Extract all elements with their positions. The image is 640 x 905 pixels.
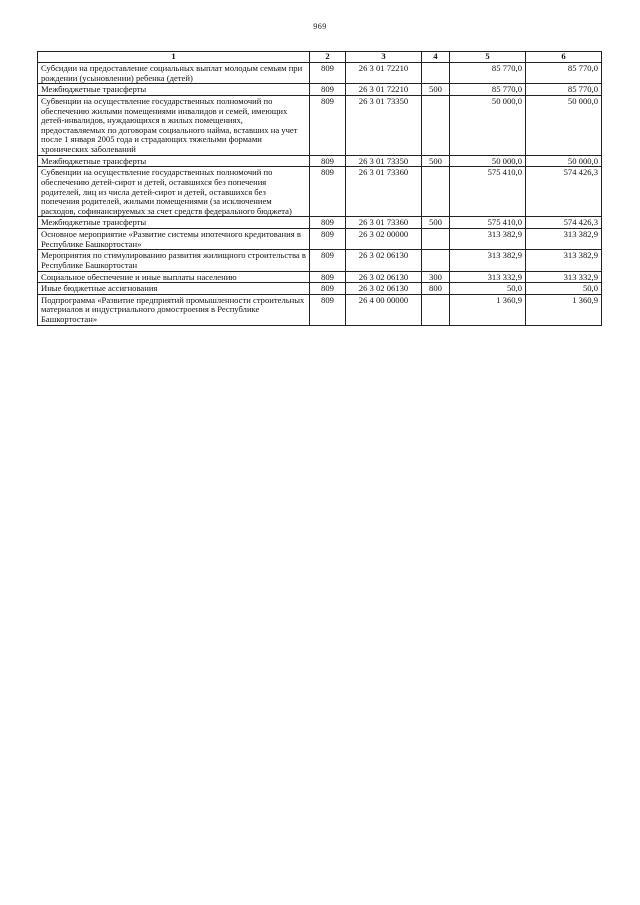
row-type xyxy=(422,95,450,155)
table-row xyxy=(38,283,602,295)
row-amount-1: 85 770,0 xyxy=(450,63,526,84)
table-row xyxy=(38,155,602,167)
row-code: 809 xyxy=(310,250,346,271)
row-type: 500 xyxy=(422,84,450,96)
row-target: 26 3 02 06130 xyxy=(346,283,422,295)
table-row xyxy=(38,167,602,217)
row-code: 809 xyxy=(310,283,346,295)
header-col-4: 4 xyxy=(422,52,450,63)
page-number: 969 xyxy=(313,22,327,31)
header-row xyxy=(38,52,602,63)
row-target: 26 3 01 73350 xyxy=(346,95,422,155)
row-amount-2: 50 000,0 xyxy=(526,95,602,155)
table-row xyxy=(38,271,602,283)
row-target: 26 3 02 06130 xyxy=(346,250,422,271)
row-type xyxy=(422,63,450,84)
row-code: 809 xyxy=(310,63,346,84)
row-type: 800 xyxy=(422,283,450,295)
row-name: Межбюджетные трансферты xyxy=(38,84,310,96)
row-code: 809 xyxy=(310,217,346,229)
row-amount-1: 313 382,9 xyxy=(450,250,526,271)
row-amount-1: 50,0 xyxy=(450,283,526,295)
row-amount-2: 313 332,9 xyxy=(526,271,602,283)
table-body xyxy=(38,63,602,326)
row-code: 809 xyxy=(310,155,346,167)
row-code: 809 xyxy=(310,271,346,283)
row-type xyxy=(422,250,450,271)
row-amount-1: 575 410,0 xyxy=(450,217,526,229)
row-amount-2: 85 770,0 xyxy=(526,84,602,96)
row-name: Субсидии на предоставление социальных выплат молодым семьям при рождении (усыновлении) ребенка (детей) xyxy=(38,63,310,84)
row-name: Межбюджетные трансферты xyxy=(38,155,310,167)
table-row xyxy=(38,95,602,155)
row-amount-2: 85 770,0 xyxy=(526,63,602,84)
table-header xyxy=(38,52,602,63)
row-amount-1: 313 382,9 xyxy=(450,229,526,250)
row-target: 26 3 01 73350 xyxy=(346,155,422,167)
table-row xyxy=(38,217,602,229)
row-name: Подпрограмма «Развитие предприятий промышленности строительных материалов и индустриального домостроения в Республике Башкортостан» xyxy=(38,294,310,325)
row-amount-1: 313 332,9 xyxy=(450,271,526,283)
header-col-2: 2 xyxy=(310,52,346,63)
row-type: 500 xyxy=(422,155,450,167)
row-amount-2: 50,0 xyxy=(526,283,602,295)
table-row xyxy=(38,294,602,325)
row-code: 809 xyxy=(310,95,346,155)
budget-table xyxy=(37,51,602,326)
row-target: 26 3 01 72210 xyxy=(346,63,422,84)
row-code: 809 xyxy=(310,229,346,250)
row-amount-1: 50 000,0 xyxy=(450,155,526,167)
row-code: 809 xyxy=(310,294,346,325)
row-type xyxy=(422,167,450,217)
table-row xyxy=(38,229,602,250)
row-amount-2: 313 382,9 xyxy=(526,229,602,250)
row-amount-2: 574 426,3 xyxy=(526,217,602,229)
row-target: 26 3 02 06130 xyxy=(346,271,422,283)
row-target: 26 3 01 73360 xyxy=(346,167,422,217)
row-type xyxy=(422,229,450,250)
header-col-5: 5 xyxy=(450,52,526,63)
row-type xyxy=(422,294,450,325)
row-name: Субвенции на осуществление государственных полномочий по обеспечению детей-сирот и детей, оставшихся без попечения родителей, лиц из числа детей-сирот и детей, оставшихся без попечения родителей, жилыми помещениями (за исключением расходов, софинансируемых за счет средств федерального бюджета) xyxy=(38,167,310,217)
header-col-6: 6 xyxy=(526,52,602,63)
row-name: Мероприятия по стимулированию развития жилищного строительства в Республике Башкортостан xyxy=(38,250,310,271)
row-type: 300 xyxy=(422,271,450,283)
header-col-3: 3 xyxy=(346,52,422,63)
row-amount-2: 313 382,9 xyxy=(526,250,602,271)
row-name: Межбюджетные трансферты xyxy=(38,217,310,229)
row-amount-1: 1 360,9 xyxy=(450,294,526,325)
row-amount-1: 575 410,0 xyxy=(450,167,526,217)
row-code: 809 xyxy=(310,84,346,96)
row-amount-2: 50 000,0 xyxy=(526,155,602,167)
row-name: Социальное обеспечение и иные выплаты населению xyxy=(38,271,310,283)
row-name: Субвенции на осуществление государственных полномочий по обеспечению жилыми помещениями инвалидов и семей, имеющих детей-инвалидов, нуждающихся в жилых помещениях, предоставляемых по договорам социального найма, вставших на учет после 1 января 2005 года и страдающих тяжелыми формами хронических заболеваний xyxy=(38,95,310,155)
row-type: 500 xyxy=(422,217,450,229)
row-amount-2: 1 360,9 xyxy=(526,294,602,325)
row-name: Основное мероприятие «Развитие системы ипотечного кредитования в Республике Башкортостан» xyxy=(38,229,310,250)
row-amount-1: 50 000,0 xyxy=(450,95,526,155)
table-row xyxy=(38,63,602,84)
row-amount-2: 574 426,3 xyxy=(526,167,602,217)
row-amount-1: 85 770,0 xyxy=(450,84,526,96)
header-col-1: 1 xyxy=(38,52,310,63)
row-code: 809 xyxy=(310,167,346,217)
table-row xyxy=(38,84,602,96)
row-target: 26 3 01 73360 xyxy=(346,217,422,229)
row-target: 26 4 00 00000 xyxy=(346,294,422,325)
row-target: 26 3 01 72210 xyxy=(346,84,422,96)
row-name: Иные бюджетные ассигнования xyxy=(38,283,310,295)
table-row xyxy=(38,250,602,271)
row-target: 26 3 02 00000 xyxy=(346,229,422,250)
